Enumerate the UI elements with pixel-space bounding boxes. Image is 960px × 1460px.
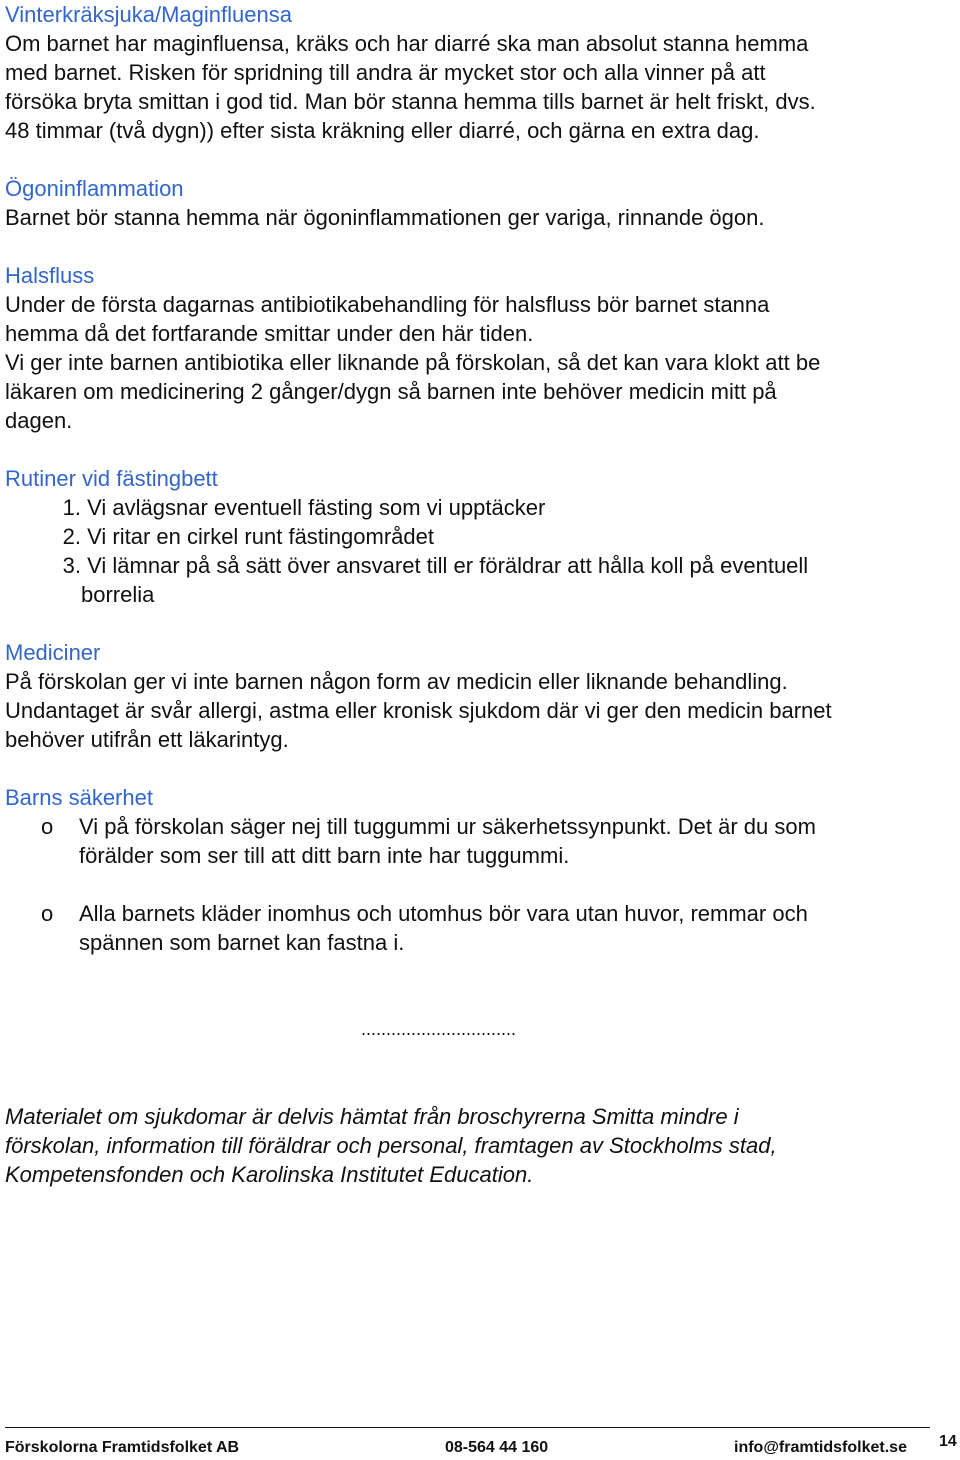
separator-dots: ............................... <box>361 1019 517 1039</box>
heading-halsfluss: Halsfluss <box>5 263 95 288</box>
footer-email[interactable]: info@framtidsfolket.se <box>734 1439 907 1456</box>
spacer <box>5 435 955 464</box>
paragraph-line: dagen. <box>5 408 73 433</box>
document-page <box>5 0 955 1189</box>
list-number: 2. <box>62 524 81 549</box>
paragraph-line: Om barnet har maginfluensa, kräks och har diarré ska man absolut stanna hemma <box>5 31 809 56</box>
credit-line: Kompetensfonden och Karolinska Institutet Education. <box>5 1162 534 1187</box>
credit-line: Materialet om sjukdomar är delvis hämtat från broschyrerna Smitta mindre i <box>5 1104 739 1129</box>
list-item-text <box>79 899 955 957</box>
heading-ogoninflammation: Ögoninflammation <box>5 176 184 201</box>
spacer <box>5 986 955 1015</box>
list-item-line: borrelia <box>81 582 155 607</box>
list-item-line: Vi ritar en cirkel runt fästingområdet <box>87 524 434 549</box>
list-item <box>5 812 955 870</box>
list-number: 1. <box>62 495 81 520</box>
section-ogoninflammation <box>5 174 955 232</box>
list-item-line: Vi avlägsnar eventuell fästing som vi upptäcker <box>87 495 546 520</box>
paragraph-line: försöka bryta smittan i god tid. Man bör stanna hemma tills barnet är helt friskt, dvs. <box>5 89 816 114</box>
numbered-list <box>5 493 955 609</box>
spacer <box>5 232 955 261</box>
spacer <box>5 609 955 638</box>
section-halsfluss <box>5 261 955 435</box>
list-item-line: förälder som ser till att ditt barn inte har tuggummi. <box>79 843 570 868</box>
list-item <box>5 522 955 551</box>
spacer <box>5 1073 955 1102</box>
credit-note <box>5 1102 955 1189</box>
page-number: 14 <box>939 1433 957 1450</box>
heading-vinterkraksjuka: Vinterkräksjuka/Maginfluensa <box>5 2 292 27</box>
footer-phone: 08-564 44 160 <box>445 1439 549 1456</box>
list-item <box>5 899 955 957</box>
paragraph-line: behöver utifrån ett läkarintyg. <box>5 727 289 752</box>
section-vinterkraksjuka <box>5 0 955 145</box>
bullet-list <box>5 812 955 957</box>
paragraph-line: läkaren om medicinering 2 gånger/dygn så barnen inte behöver medicin mitt på <box>5 379 777 404</box>
list-item-text <box>81 493 955 522</box>
page-footer <box>5 1427 930 1456</box>
section-fastingbett <box>5 464 955 609</box>
list-item-text <box>81 551 955 609</box>
list-item-line: Alla barnets kläder inomhus och utomhus bör vara utan huvor, remmar och <box>79 901 808 926</box>
spacer <box>5 754 955 783</box>
spacer <box>5 1044 955 1073</box>
list-item-line: Vi lämnar på så sätt över ansvaret till er föräldrar att hålla koll på eventuell <box>87 553 809 578</box>
paragraph-line: Undantaget är svår allergi, astma eller kronisk sjukdom där vi ger den medicin barnet <box>5 698 832 723</box>
list-number: 3. <box>62 553 81 578</box>
paragraph-line: med barnet. Risken för spridning till andra är mycket stor och alla vinner på att <box>5 60 766 85</box>
spacer <box>5 145 955 174</box>
credit-line: förskolan, information till föräldrar och personal, framtagen av Stockholms stad, <box>5 1133 777 1158</box>
paragraph-line: Vi ger inte barnen antibiotika eller liknande på förskolan, så det kan vara klokt att be <box>5 350 821 375</box>
list-item <box>5 551 955 609</box>
list-item-text <box>79 812 955 870</box>
paragraph-line: hemma då det fortfarande smittar under den här tiden. <box>5 321 534 346</box>
section-mediciner <box>5 638 955 754</box>
bullet-marker: o <box>41 814 54 839</box>
paragraph-line: Barnet bör stanna hemma när ögoninflammationen ger variga, rinnande ögon. <box>5 205 765 230</box>
bullet-marker: o <box>41 901 54 926</box>
list-item-line: Vi på förskolan säger nej till tuggummi ur säkerhetssynpunkt. Det är du som <box>79 814 816 839</box>
heading-barns-sakerhet: Barns säkerhet <box>5 785 153 810</box>
list-item-line: spännen som barnet kan fastna i. <box>79 930 405 955</box>
paragraph-line: På förskolan ger vi inte barnen någon form av medicin eller liknande behandling. <box>5 669 788 694</box>
footer-company: Förskolorna Framtidsfolket AB <box>5 1439 240 1456</box>
paragraph-line: 48 timmar (två dygn)) efter sista kräkning eller diarré, och gärna en extra dag. <box>5 118 760 143</box>
list-item <box>5 493 955 522</box>
list-spacer <box>5 870 955 899</box>
section-barns-sakerhet <box>5 783 955 957</box>
heading-fastingbett: Rutiner vid fästingbett <box>5 466 218 491</box>
paragraph-line: Under de första dagarnas antibiotikabehandling för halsfluss bör barnet stanna <box>5 292 770 317</box>
list-item-text <box>81 522 955 551</box>
spacer <box>5 957 955 986</box>
heading-mediciner: Mediciner <box>5 640 101 665</box>
